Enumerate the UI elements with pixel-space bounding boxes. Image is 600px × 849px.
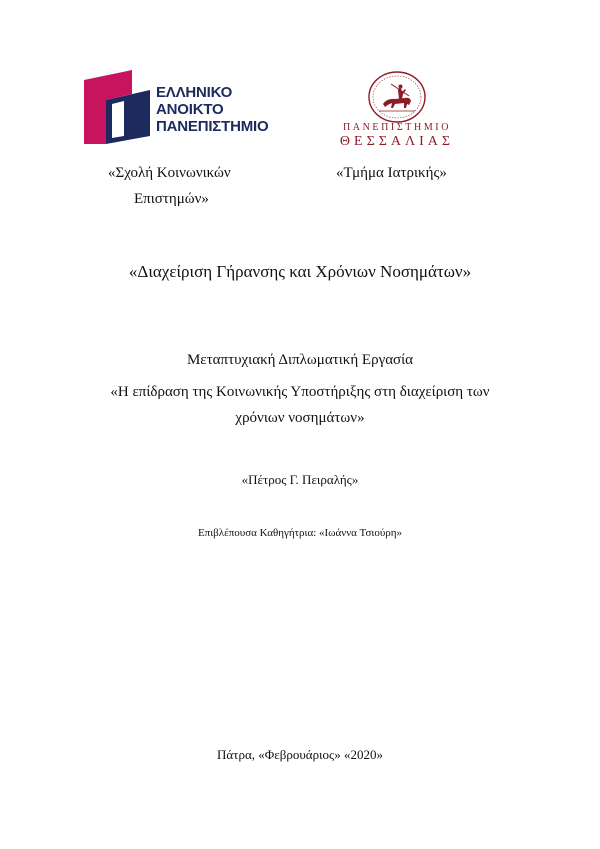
- eap-logo-line2: ΑΝΟΙΚΤΟ: [156, 101, 224, 118]
- eap-logo-line1: ΕΛΛΗΝΙΚΟ: [156, 84, 233, 101]
- school-name-line2: Επιστημών»: [134, 191, 209, 207]
- program-title: «Διαχείριση Γήρανσης και Χρόνιων Νοσημάτων»: [128, 262, 472, 281]
- department-name: «Τμήμα Ιατρικής»: [336, 165, 447, 181]
- eap-logo-text: [156, 84, 268, 135]
- eap-logo-mark-icon: [84, 70, 150, 144]
- university-of-thessaly-logo: [322, 70, 472, 150]
- hellenic-open-university-logo: [84, 70, 274, 144]
- school-name-line1: «Σχολή Κοινωνικών: [108, 165, 231, 181]
- uth-seal-icon: [365, 70, 429, 124]
- uth-logo-line1: ΠΑΝΕΠΙΣΤΗΜΙΟ: [342, 122, 452, 133]
- place-and-date: Πάτρα, «Φεβρουάριος» «2020»: [217, 747, 383, 762]
- author-name: «Πέτρος Γ. Πειραλής»: [241, 472, 359, 487]
- uth-logo-line2: ΘΕΣΣΑΛΙΑΣ: [339, 134, 455, 149]
- eap-logo-line3: ΠΑΝΕΠΙΣΤΗΜΙΟ: [156, 118, 269, 135]
- thesis-type: Μεταπτυχιακή Διπλωματική Εργασία: [186, 352, 414, 368]
- thesis-title-line2: χρόνιων νοσημάτων»: [235, 410, 365, 426]
- supervisor: Επιβλέπουσα Καθηγήτρια: «Ιωάννα Τσιούρη»: [197, 527, 403, 539]
- thesis-title-line1: «Η επίδραση της Κοινωνικής Υποστήριξης στη διαχείριση των: [110, 384, 490, 400]
